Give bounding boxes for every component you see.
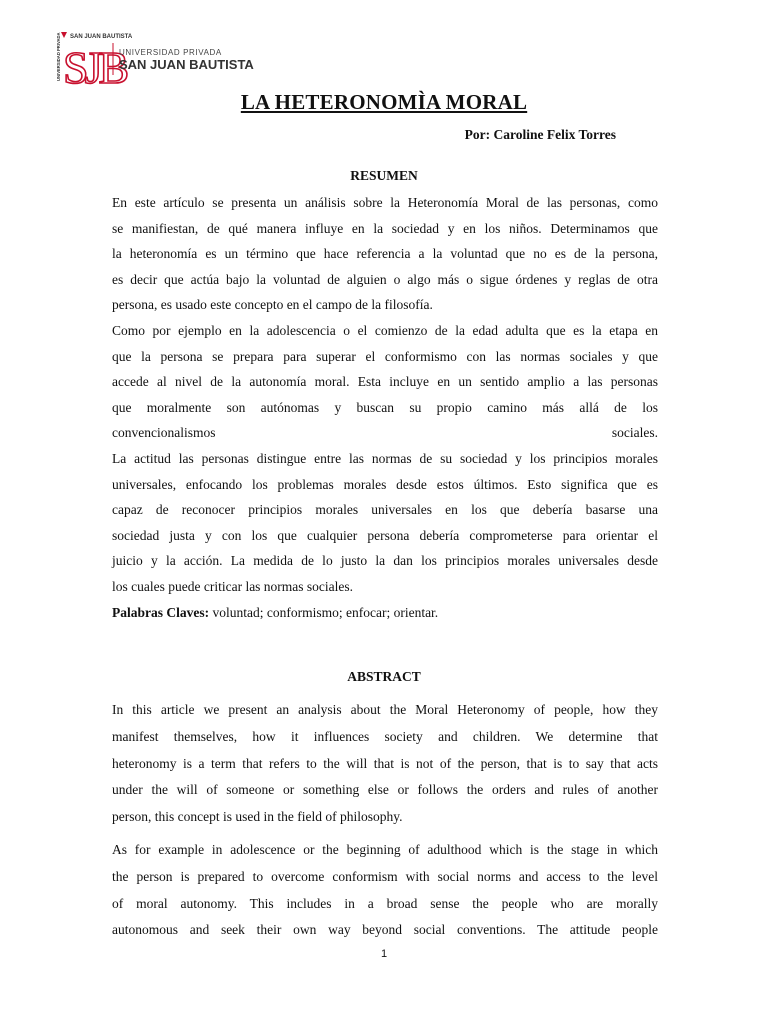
- keywords-label: Palabras Claves:: [112, 604, 210, 620]
- resumen-p3-line: juicio y la acción. La medida de lo justo la dan los principios morales universales desde: [112, 553, 658, 569]
- resumen-p2-line: Como por ejemplo en la adolescencia o el comienzo de la edad adulta que es la etapa en: [112, 322, 658, 338]
- resumen-p3-line: capaz de reconocer principios morales universales en los que debería basarse una: [112, 502, 658, 518]
- abstract-p2-line: the person is prepared to overcome conformism with social norms and access to the level: [112, 868, 658, 884]
- resumen-p3-line: La actitud las personas distingue entre las normas de su sociedad y los principios morales: [112, 450, 658, 466]
- sjb-logo-icon: [52, 29, 272, 87]
- abstract-p1-line: under the will of someone or something else or follows the orders and rules of another: [112, 782, 658, 798]
- resumen-p3-line: los cuales puede criticar las normas sociales.: [112, 578, 354, 594]
- resumen-p1-line: persona, es usado este concepto en el campo de la filosofía.: [112, 297, 433, 313]
- abstract-p2-line: autonomous and seek their own way beyond social conventions. The attitude people: [112, 922, 658, 938]
- resumen-p1-line: se manifiestan, de qué manera influye en la sociedad y en los niños. Determinamos que: [112, 220, 658, 236]
- resumen-section: [112, 190, 658, 625]
- resumen-p1-line: es decir que actúa bajo la voluntad de alguien o algo más o sigue órdenes y reglas de otra: [112, 271, 658, 287]
- resumen-p1-line: En este artículo se presenta un análisis sobre la Heteronomía Moral de las personas, como: [112, 195, 658, 210]
- logo-monogram: SJB: [63, 42, 126, 87]
- document-title: LA HETERONOMÌA MORAL: [240, 90, 528, 114]
- university-logo: [52, 29, 272, 87]
- logo-top-label: SAN JUAN BAUTISTA: [70, 34, 133, 40]
- logo-line2: SAN JUAN BAUTISTA: [119, 57, 254, 72]
- keywords-line: [112, 600, 658, 626]
- resumen-p2-line: convencionalismos sociales.: [112, 425, 658, 441]
- abstract-p1-line: In this article we present an analysis about the Moral Heteronomy of people, how they: [112, 702, 658, 717]
- resumen-p2-line: que moralmente son autónomas y buscan su propio camino más allá de los: [112, 399, 658, 415]
- abstract-heading: ABSTRACT: [347, 669, 421, 684]
- abstract-p1-line: person, this concept is used in the field of philosophy.: [112, 809, 403, 825]
- abstract-p2-line: of moral autonomy. This includes in a broad sense the people who are morally: [112, 895, 658, 911]
- abstract-p1-line: heteronomy is a term that refers to the will that is not of the person, that is to say that acts: [112, 755, 658, 771]
- author-line: Por: Caroline Felix Torres: [464, 127, 616, 142]
- abstract-p2-line: As for example in adolescence or the beginning of adulthood which is the stage in which: [112, 841, 658, 857]
- resumen-p2-line: que la persona se prepara para superar el conformismo con las normas sociales y que: [112, 348, 658, 364]
- resumen-p1-line: la heteronomía es un término que hace referencia a la voluntad que no es de la persona,: [112, 246, 658, 262]
- resumen-p3-line: sociedad justa y con los que cualquier persona debería comprometerse para orientar el: [112, 527, 658, 543]
- abstract-p1-line: manifest themselves, how it influences society and children. We determine that: [112, 728, 658, 744]
- logo-line1: UNIVERSIDAD PRIVADA: [119, 48, 222, 57]
- logo-side-label: UNIVERSIDAD PRIVADA: [56, 32, 61, 81]
- resumen-p3-line: universales, enfocando los problemas morales desde estos últimos. Esto significa que es: [112, 476, 658, 492]
- resumen-p2-line: accede al nivel de la autonomía moral. Esta incluye en un sentido amplio a las personas: [112, 374, 658, 390]
- page-number: 1: [380, 948, 388, 960]
- abstract-section: [112, 697, 658, 944]
- resumen-heading: RESUMEN: [350, 168, 418, 183]
- keywords-text: voluntad; conformismo; enfocar; orientar.: [209, 604, 439, 620]
